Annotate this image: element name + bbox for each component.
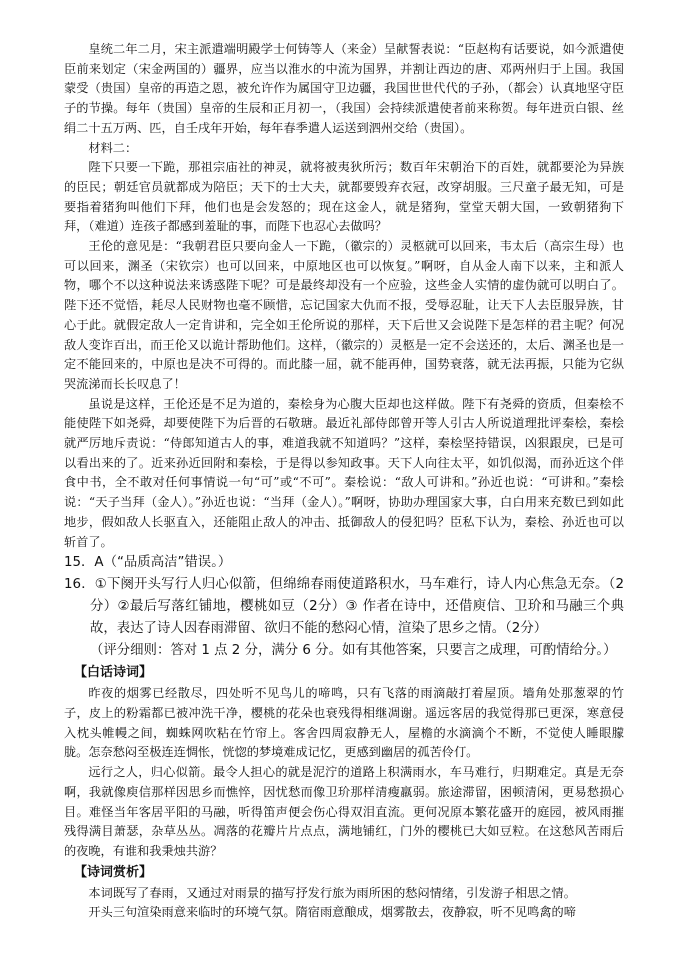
paragraph-material-one: 皇统二年二月，宋主派遣端明殿学士何铸等人（来金）呈献誓表说：“臣赵构有话要说，如今派遣使臣前来划定（宋金两国的）疆界，应当以淮水的中流为国界，并割让西边的唐、邓两州归于上国。我国蒙受（贵国）皇帝的再造之恩，被允许作为属国守卫边疆，我国世世代代的子孙，（都会）认真地坚守臣子的节操。每年（贵国）皇帝的生辰和正月初一，（我国）会持续派遣使者前来称贺。每年进贡白银、丝绢二十五万两、匹，自壬戌年开始，每年春季遣人运送到泗州交给（贵国）。 [64, 42, 624, 135]
paragraph-translation-2: 远行之人，归心似箭。最令人担心的就是泥泞的道路上积满雨水，车马难行，归期难定。真是无奈啊，我就像庾信那样因思乡而憔悴，因忧愁而像卫玠那样清瘦羸弱。旅途滞留，困顿清闲，更易愁损心目。难怪当年客居平阳的马融，听得笛声便会伤心得双泪直流。更何况原本繁花盛开的庭园，被风雨摧残得满目萧瑟，杂草丛丛。凋落的花瓣片片点点，满地铺红，门外的樱桃已大如豆粒。在这愁风苦雨后的夜晚，有谁和我秉烛共游？ [64, 765, 624, 858]
material-two-label: 材料二： [88, 140, 138, 155]
section-heading-appreciation: 【诗词赏析】 [74, 864, 153, 880]
answer-16: 16．①下阕开头写行人归心似箭，但绵绵春雨使道路积水，马车难行，诗人内心焦急无奈。（2分）②最后写落红铺地，樱桃如豆（2分）③ 作者在诗中，还借庾信、卫玠和马融三个典故，表达了诗人因春雨滞留、欲归不能的愁闷心情，渲染了思乡之情。（2分） [64, 577, 624, 637]
answer-15: 15．A（“品质高洁”错误。） [64, 555, 232, 571]
scoring-rules: （评分细则：答对 1 点 2 分，满分 6 分。如有其他答案，只要言之成理，可酌情给分。） [90, 643, 617, 659]
paragraph-wang-lun: 王伦的意见是：“我朝君臣只要向金人一下跪，（徽宗的）灵柩就可以回来，韦太后（高宗生母）也可以回来，渊圣（宋钦宗）也可以回来，中原地区也可以恢复。”啊呀，自从金人南下以来，主和派人物，哪个不以这种说法来诱惑陛下呢？可是最终却没有一个应验，这些金人实情的虚伪就可以明白了。陛下还不觉悟，耗尽人民财物也毫不顾惜，忘记国家大仇而不报，受辱忍耻，让天下人去臣服异族，甘心于此。就假定敌人一定肯讲和，完全如王伦所说的那样，天下后世又会说陛下是怎样的君主呢？何况敌人变诈百出，而王伦又以诡计帮助他们。这样，（徽宗的）灵柩是一定不会送还的，太后、渊圣也是一定不能回来的，中原也是决不可得的。而此膝一屈，就不能再伸，国势衰落，就无法再振，只能为它纵哭流涕而长长叹息了！ [64, 239, 624, 391]
paragraph-appreciation-1: 本词既写了春雨，又通过对雨景的描写抒发行旅为雨所困的愁闷情绪，引发游子相思之情。 [88, 885, 576, 900]
paragraph-appreciation-2: 开头三句渲染雨意来临时的环境气氛。隋宿雨意酿成，烟雾散去，夜静寂，听不见鸣禽的啼 [88, 905, 576, 920]
paragraph-qin-hui: 虽说是这样，王伦还是不足为道的，秦桧身为心腹大臣却也这样做。陛下有尧舜的资质，但秦桧不能使陛下如尧舜，却要使陛下为后晋的石敬瑭。最近礼部侍郎曾开等人引古人所说道理批评秦桧，秦桧就严厉地斥责说：“侍郎知道古人的事，难道我就不知道吗？”这样，秦桧坚持错误，凶狠跟戾，已是可以看出来的了。近来孙近回附和秦桧，于是得以参知政事。天下人向往太平，如饥似渴，而孙近这个伴食中书，全不敢对任何事情说一句“可”或“不可”。秦桧说：“敌人可讲和。”孙近也说：“可讲和。”秦桧说：“天子当拜（金人）。”孙近也说：“当拜（金人）。”啊呀，协助办理国家大事，白白用来充数已到如此地步，假如敌人长驱直入，还能阻止敌人的冲击、抵御敌人的侵犯吗？臣私下认为，秦桧、孙近也可以斩首了。 [64, 396, 624, 549]
section-heading-translation: 【白话诗词】 [74, 665, 153, 681]
paragraph-kneeling-argument: 陛下只要一下跪，那祖宗庙社的神灵，就将被夷狄所污；数百年宋朝治下的百姓，就都要沦为异族的臣民；朝廷官员就都成为陪臣；天下的士大夫，就都要毁弃衣冠，改穿胡服。三尺童子最无知，可是要指着猪狗叫他们下拜，他们也是会发怒的；现在这金人，就是猪狗，堂堂天朝大国，一致朝猪狗下拜，（难道）连孩子都感到羞耻的事，而陛下也忍心去做吗？ [64, 160, 624, 234]
paragraph-translation-1: 昨夜的烟雾已经散尽，四处听不见鸟儿的啼鸣，只有飞落的雨滴敲打着屋顶。墙角处那葱翠的竹子，皮上的粉霜都已被冲洗干净，樱桃的花朵也衰残得相继凋谢。遥远客居的我觉得那已更深，寒意侵入枕头帷幔之间，蜘蛛网吹粘在竹帘上。客舍四周寂静无人，屋檐的水滴滴个不断，不觉使人睡眼朦胧。怎奈愁闷至极连连惆怅，恍惚的梦境难成记忆，更感到幽居的孤苦伶仃。 [64, 686, 624, 760]
